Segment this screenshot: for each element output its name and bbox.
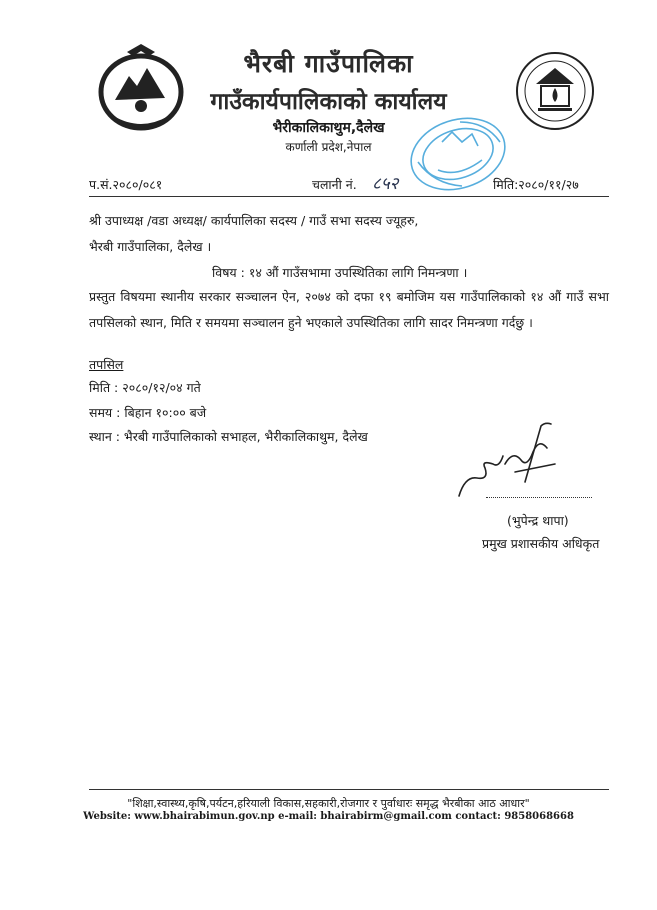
- office-name: भैरबी गाउँपालिका: [243, 49, 414, 78]
- letter-subject: विषय : १४ औं गाउँसभामा उपस्थितिका लागि निमन्त्रणा ।: [212, 265, 468, 280]
- footer-slogan: "शिक्षा,स्वास्थ्य,कृषि,पर्यटन,हरियाली विकास,सहकारी,रोजगार र पुर्वाधारः समृद्ध भैरबीका आठ आधार": [127, 797, 530, 810]
- signatory-designation: प्रमुख प्रशासकीय अधिकृत: [482, 536, 600, 551]
- signature-line: [486, 497, 592, 498]
- details-heading: तपसिल: [89, 357, 124, 372]
- dispatch-number: ८५२: [372, 174, 399, 194]
- meeting-date: मिति : २०८०/१२/०४ गते: [89, 380, 201, 395]
- ps-number: प.सं.२०८०/०८१: [89, 177, 163, 192]
- recipient-line-1: श्री उपाध्यक्ष /वडा अध्यक्ष/ कार्यपालिका सदस्य / गाउँ सभा सदस्य ज्यूहरु,: [89, 213, 419, 228]
- office-address: भैरीकालिकाथुम,दैलेख: [272, 120, 385, 136]
- recipient-line-2: भैरबी गाउँपालिका, दैलेख ।: [89, 239, 212, 254]
- office-title: गाउँकार्यपालिकाको कार्यालय: [210, 89, 447, 115]
- office-province: कर्णाली प्रदेश,नेपाल: [285, 140, 372, 154]
- dispatch-label: चलानी नं.: [312, 177, 357, 192]
- meeting-venue: स्थान : भैरबी गाउँपालिकाको सभाहल, भैरीकालिकाथुम, दैलेख: [89, 429, 368, 444]
- letter-date: मिति:२०८०/११/२७: [493, 177, 579, 192]
- header-divider: [89, 196, 609, 197]
- signatory-name: (भुपेन्द्र थापा): [507, 513, 569, 528]
- meeting-time: समय : बिहान १०:०० बजे: [89, 405, 207, 420]
- footer-divider: [89, 789, 609, 790]
- letter-body: प्रस्तुत विषयमा स्थानीय सरकार सञ्चालन ऐन, २०७४ को दफा १९ बमोजिम यस गाउँपालिकाको १४ औं गाउँ सभा तपसिलको स्थान, मिति र समयमा सञ्चालन हुने भएकाले उपस्थितिका लागि सादर निमन्त्रणा गर्दछु ।: [89, 289, 609, 330]
- signature-scribble: [455, 420, 565, 500]
- footer-contact: Website: www.bhairabimun.gov.np e-mail: bhairabirm@gmail.com contact: 9858068668: [83, 811, 574, 822]
